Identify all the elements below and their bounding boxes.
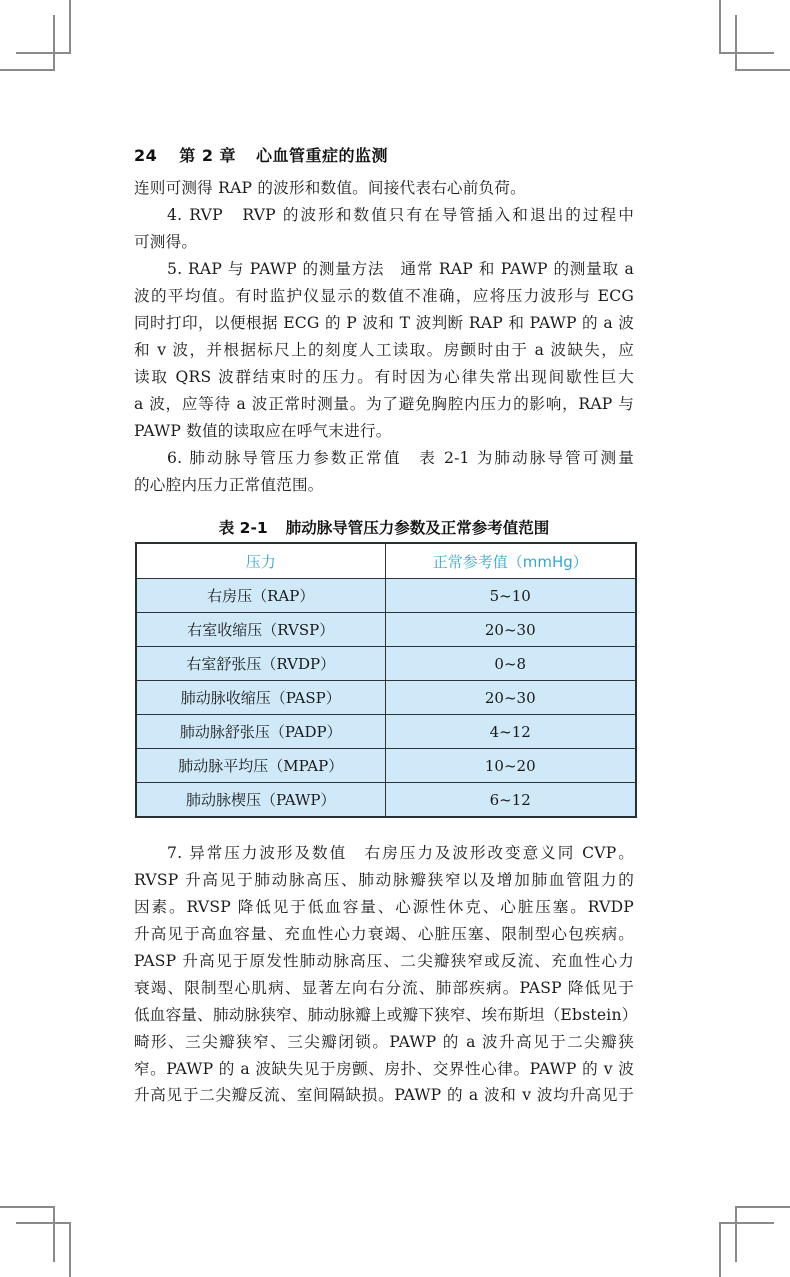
- crop-mark-top-right-h1: [719, 52, 774, 54]
- cell-parameter: 右室收缩压（RVSP）: [136, 613, 385, 647]
- cell-parameter: 右房压（RAP）: [136, 579, 385, 613]
- crop-mark-bottom-right-v2: [719, 1222, 721, 1277]
- text-line: 可测得。: [134, 233, 198, 251]
- table-caption: [134, 516, 634, 538]
- column-header-normal-range: 正常参考值（mmHg）: [385, 543, 636, 579]
- crop-mark-top-right-h2: [735, 69, 790, 71]
- crop-mark-bottom-right-h1: [735, 1206, 790, 1208]
- text-line: 升高见于二尖瓣反流、室间隔缺损。PAWP 的 a 波和 v 波均升高见于: [134, 1086, 634, 1104]
- chapter-number: 第 2 章: [179, 146, 237, 165]
- table-row: [136, 749, 636, 783]
- cell-value: 10~20: [385, 749, 636, 783]
- crop-mark-bottom-left-v1: [53, 1206, 55, 1262]
- text-line: 6. 肺动脉导管压力参数正常值 表 2-1 为肺动脉导管可测量: [167, 449, 634, 467]
- pressure-reference-table: [135, 542, 637, 818]
- cell-parameter: 肺动脉楔压（PAWP）: [136, 783, 385, 818]
- crop-mark-top-left-h1: [16, 52, 71, 54]
- text-line: 的心腔内压力正常值范围。: [134, 476, 324, 494]
- running-head: [134, 143, 388, 166]
- crop-mark-bottom-left-h2: [16, 1222, 71, 1224]
- cell-parameter: 肺动脉平均压（MPAP）: [136, 749, 385, 783]
- text-line: a 波，应等待 a 波正常时测量。为了避免胸腔内压力的影响，RAP 与: [134, 395, 634, 413]
- column-header-pressure: 压力: [136, 543, 385, 579]
- chapter-title: 心血管重症的监测: [256, 146, 389, 165]
- crop-mark-bottom-right-h2: [719, 1222, 774, 1224]
- text-line: 低血容量、肺动脉狭窄、肺动脉瓣上或瓣下狭窄、埃布斯坦（Ebstein）: [134, 1006, 638, 1024]
- cell-parameter: 肺动脉舒张压（PADP）: [136, 715, 385, 749]
- table-caption-title: 肺动脉导管压力参数及正常参考值范围: [285, 519, 550, 537]
- text-line: 畸形、三尖瓣狭窄、三尖瓣闭锁。PAWP 的 a 波升高见于二尖瓣狭: [134, 1033, 634, 1051]
- table-row: [136, 783, 636, 818]
- text-line: 衰竭、限制型心肌病、显著左向右分流、肺部疾病。PASP 降低见于: [134, 979, 634, 997]
- table-row: [136, 681, 636, 715]
- text-line: RVSP 升高见于肺动脉高压、肺动脉瓣狭窄以及增加肺血管阻力的: [134, 871, 634, 889]
- text-line: 4. RVP RVP 的波形和数值只有在导管插入和退出的过程中: [167, 206, 634, 224]
- text-line: 同时打印，以便根据 ECG 的 P 波和 T 波判断 RAP 和 PAWP 的 a 波: [134, 314, 634, 332]
- crop-mark-bottom-left-h1: [0, 1206, 55, 1208]
- cell-parameter: 右室舒张压（RVDP）: [136, 647, 385, 681]
- text-line: 升高见于高血容量、充血性心力衰竭、心脏压塞、限制型心包疾病。: [134, 925, 634, 943]
- cell-value: 20~30: [385, 613, 636, 647]
- text-line: 读取 QRS 波群结束时的压力。有时因为心律失常出现间歇性巨大: [134, 368, 634, 386]
- table-row: [136, 647, 636, 681]
- crop-mark-top-right-v1: [719, 0, 721, 54]
- crop-mark-top-left-v1: [69, 0, 71, 54]
- crop-mark-bottom-left-v2: [69, 1222, 71, 1277]
- text-line: 波的平均值。有时监护仪显示的数值不准确，应将压力波形与 ECG: [134, 287, 634, 305]
- crop-mark-bottom-right-v1: [735, 1206, 737, 1262]
- text-line: 7. 异常压力波形及数值 右房压力及波形改变意义同 CVP。: [167, 844, 634, 862]
- text-line: PAWP 数值的读取应在呼气末进行。: [134, 422, 392, 440]
- crop-mark-top-left-v2: [53, 15, 55, 71]
- text-line: 连则可测得 RAP 的波形和数值。间接代表右心前负荷。: [134, 179, 526, 197]
- table-caption-number: 表 2-1: [218, 519, 268, 537]
- text-line: PASP 升高见于原发性肺动脉高压、二尖瓣狭窄或反流、充血性心力: [134, 952, 634, 970]
- cell-value: 0~8: [385, 647, 636, 681]
- text-line: 窄。PAWP 的 a 波缺失见于房颤、房扑、交界性心律。PAWP 的 v 波: [134, 1060, 634, 1078]
- cell-value: 20~30: [385, 681, 636, 715]
- table-row: [136, 613, 636, 647]
- table-row: [136, 715, 636, 749]
- cell-value: 4~12: [385, 715, 636, 749]
- table-row: [136, 579, 636, 613]
- cell-parameter: 肺动脉收缩压（PASP）: [136, 681, 385, 715]
- table-header-row: [136, 543, 636, 579]
- crop-mark-top-left-h2: [0, 69, 55, 71]
- text-line: 5. RAP 与 PAWP 的测量方法 通常 RAP 和 PAWP 的测量取 a: [167, 260, 634, 278]
- cell-value: 5~10: [385, 579, 636, 613]
- cell-value: 6~12: [385, 783, 636, 818]
- text-line: 因素。RVSP 降低见于低血容量、心源性休克、心脏压塞。RVDP: [134, 898, 634, 916]
- text-line: 和 v 波，并根据标尺上的刻度人工读取。房颤时由于 a 波缺失，应: [134, 341, 634, 359]
- crop-mark-top-right-v2: [735, 15, 737, 71]
- page-number: 24: [134, 146, 158, 165]
